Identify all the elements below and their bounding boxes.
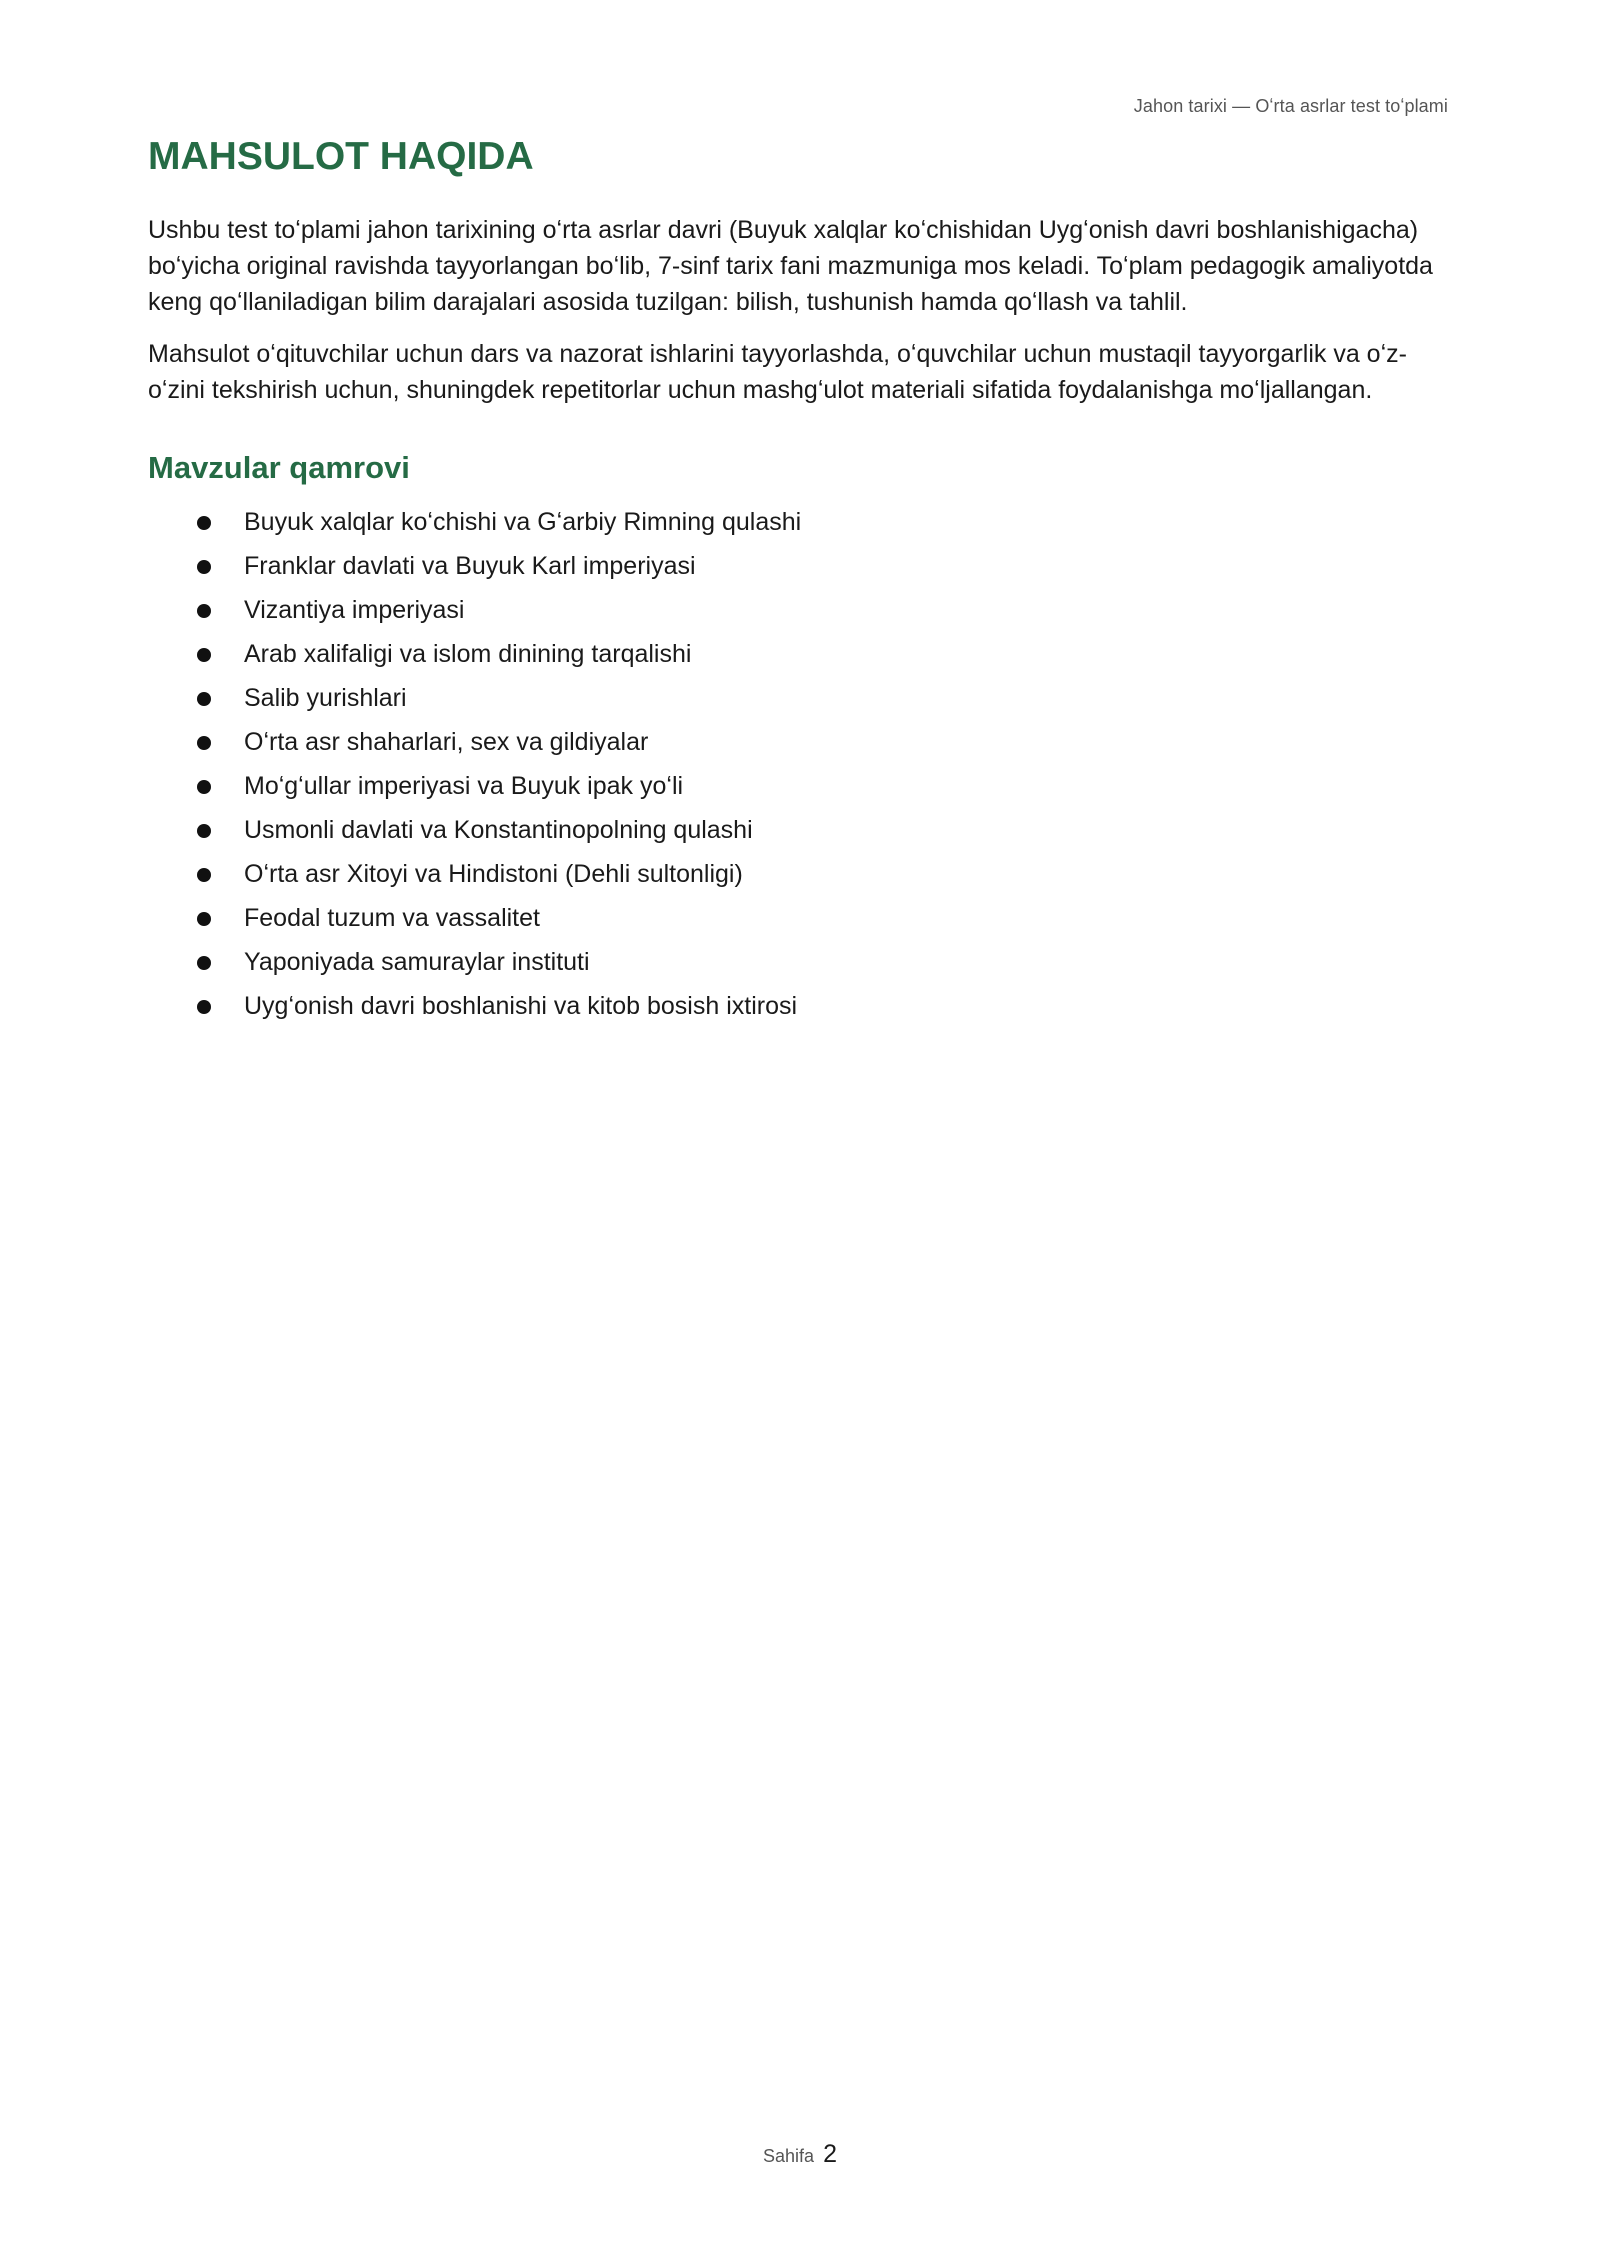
bullet-icon bbox=[197, 648, 211, 662]
list-item bbox=[148, 720, 1448, 764]
intro-paragraph: Ushbu test toʻplami jahon tarixining oʻrta asrlar davri (Buyuk xalqlar koʻchishidan Uygʻonish davri boshlanishigacha) boʻyicha original ravishda tayyorlangan boʻlib, 7-sinf tarix fani mazmuniga mos keladi. Toʻplam pedagogik amaliyotda keng qoʻllaniladigan bilim darajalari asosida tuzilgan: bilish, tushunish hamda qoʻllash va tahlil. bbox=[148, 216, 1433, 316]
bullet-icon bbox=[197, 868, 211, 882]
list-item bbox=[148, 500, 1448, 544]
page-number: 2 bbox=[823, 2140, 837, 2168]
list-item-text: Moʻgʻullar imperiyasi va Buyuk ipak yoʻli bbox=[244, 772, 684, 800]
list-item-text: Franklar davlati va Buyuk Karl imperiyasi bbox=[244, 552, 696, 580]
list-item-text: Yaponiyada samuraylar instituti bbox=[244, 948, 590, 976]
running-header: Jahon tarixi — Oʻrta asrlar test toʻplami bbox=[1133, 96, 1448, 116]
list-item-text: Oʻrta asr Xitoyi va Hindistoni (Dehli sultonligi) bbox=[244, 860, 743, 888]
list-item bbox=[148, 896, 1448, 940]
list-item bbox=[148, 676, 1448, 720]
bullet-icon bbox=[197, 780, 211, 794]
list-item-text: Arab xalifaligi va islom dinining tarqalishi bbox=[244, 640, 692, 668]
bullet-icon bbox=[197, 956, 211, 970]
list-item-text: Salib yurishlari bbox=[244, 684, 407, 712]
bullet-icon bbox=[197, 824, 211, 838]
list-item-text: Usmonli davlati va Konstantinopolning qulashi bbox=[244, 816, 753, 844]
list-item bbox=[148, 764, 1448, 808]
bullet-icon bbox=[197, 736, 211, 750]
bullet-icon bbox=[197, 1000, 211, 1014]
bullet-icon bbox=[197, 560, 211, 574]
list-item bbox=[148, 808, 1448, 852]
list-item bbox=[148, 544, 1448, 588]
list-item-text: Vizantiya imperiyasi bbox=[244, 596, 465, 624]
list-item bbox=[148, 852, 1448, 896]
bullet-icon bbox=[197, 692, 211, 706]
bullet-icon bbox=[197, 912, 211, 926]
page-title: MAHSULOT HAQIDA bbox=[148, 135, 534, 178]
page-footer bbox=[0, 2140, 1600, 2169]
list-item-text: Uygʻonish davri boshlanishi va kitob bosish ixtirosi bbox=[244, 992, 798, 1020]
bullet-icon bbox=[197, 516, 211, 530]
list-item bbox=[148, 984, 1448, 1028]
list-item-text: Feodal tuzum va vassalitet bbox=[244, 904, 540, 932]
page-content bbox=[148, 132, 1448, 1028]
list-item-text: Oʻrta asr shaharlari, sex va gildiyalar bbox=[244, 728, 649, 756]
topics-list bbox=[148, 500, 1448, 1028]
list-item bbox=[148, 588, 1448, 632]
bullet-icon bbox=[197, 604, 211, 618]
list-item bbox=[148, 632, 1448, 676]
audience-paragraph: Mahsulot oʻqituvchilar uchun dars va nazorat ishlarini tayyorlashda, oʻquvchilar uchun mustaqil tayyorgarlik va oʻz-oʻzini tekshirish uchun, shuningdek repetitorlar uchun mashgʻulot materiali sifatida foydalanishga moʻljallangan. bbox=[148, 340, 1407, 404]
topics-heading: Mavzular qamrovi bbox=[148, 450, 410, 485]
page-label: Sahifa bbox=[763, 2146, 815, 2166]
list-item bbox=[148, 940, 1448, 984]
list-item-text: Buyuk xalqlar koʻchishi va Gʻarbiy Rimning qulashi bbox=[244, 508, 802, 536]
